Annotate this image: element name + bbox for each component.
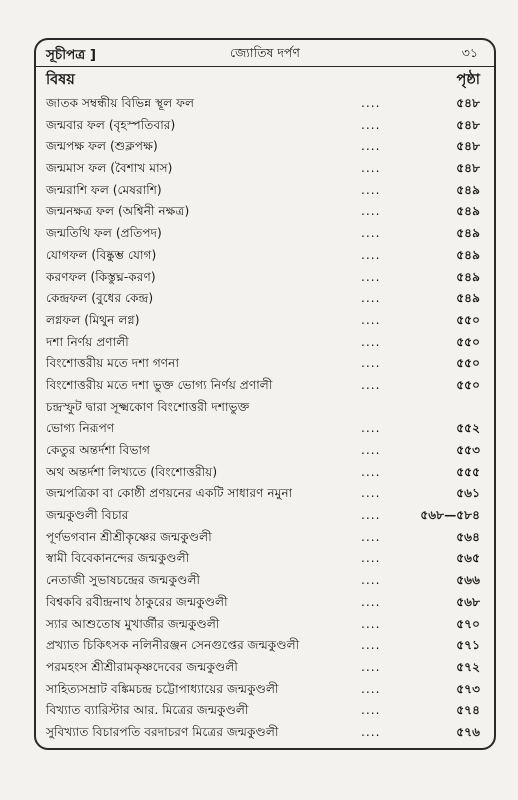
- leader-dots: ....: [361, 703, 381, 718]
- leader-dots: ....: [361, 551, 381, 566]
- entry-title: কেন্দ্রফল (বুধের কেন্দ্র): [46, 291, 154, 306]
- entry-title: বিশ্বকবি রবীন্দ্রনাথ ঠাকুরের জন্মকুণ্ডলী: [46, 594, 228, 609]
- leader-dots: ....: [361, 161, 381, 176]
- entry-title: পরমহংস শ্রীশ্রীরামকৃষ্ণদেবের জন্মকুণ্ডলী: [46, 659, 238, 674]
- leader-dots: ....: [361, 96, 381, 110]
- entry-page-number: ৫৫২: [456, 421, 480, 436]
- entry-title: জন্মপক্ষ ফল (শুক্লপক্ষ): [46, 139, 158, 154]
- leader-dots: ....: [361, 616, 381, 631]
- toc-entry: [36, 592, 494, 614]
- leader-dots: ....: [361, 486, 381, 501]
- entry-title: জন্মতিথি ফল (প্রতিপদ): [46, 226, 162, 241]
- toc-entry: [36, 679, 494, 701]
- leader-dots: ....: [361, 247, 381, 262]
- toc-entry: [36, 483, 494, 505]
- entry-page-number: ৫৬৮: [456, 594, 480, 609]
- entry-page-number: ৫৬৫: [456, 551, 480, 566]
- leader-dots: ....: [361, 139, 381, 154]
- toc-entry: [36, 397, 494, 419]
- leader-dots: ....: [361, 312, 381, 327]
- entry-title: জন্মকুণ্ডলী বিচার: [46, 508, 129, 523]
- entry-title: বিখ্যাত ব্যারিস্টার আর. মিত্রের জন্মকুণ্ডলী: [46, 703, 249, 718]
- leader-dots: ....: [361, 356, 381, 371]
- leader-dots: ....: [361, 681, 381, 696]
- toc-entry: [36, 201, 494, 223]
- entry-title: স্বামী বিবেকানন্দের জন্মকুণ্ডলী: [46, 551, 190, 566]
- leader-dots: ....: [361, 464, 381, 479]
- leader-dots: ....: [361, 291, 381, 306]
- entry-title: স্যার আশুতোষ মুখার্জীর জন্মকুণ্ডলী: [46, 616, 220, 631]
- toc-entry: [36, 505, 494, 527]
- entry-page-number: ৫৫০: [456, 334, 480, 349]
- toc-entry: [36, 375, 494, 397]
- leader-dots: ....: [361, 659, 381, 674]
- entry-page-number: ৫৭২: [456, 659, 480, 674]
- toc-entry: [36, 267, 494, 289]
- toc-list: [36, 93, 494, 744]
- section-label: সূচীপত্র ]: [46, 47, 97, 63]
- leader-dots: ....: [361, 269, 381, 284]
- leader-dots: ....: [361, 594, 381, 609]
- entry-page-number: ৫৫০: [456, 312, 480, 327]
- entry-page-number: ৫৫৫: [456, 464, 480, 479]
- entry-title: বিংশোত্তরীয় মতে দশা গণনা: [46, 356, 179, 371]
- toc-entry: [36, 136, 494, 158]
- entry-title: জন্মনক্ষত্র ফল (অশ্বিনী নক্ষত্র): [46, 204, 190, 219]
- entry-page-number: ৫৪৯: [456, 247, 480, 262]
- entry-page-number: ৫৪৯: [456, 226, 480, 241]
- toc-entry: [36, 614, 494, 636]
- entry-page-number: ৫৪৯: [456, 291, 480, 306]
- leader-dots: ....: [361, 529, 381, 544]
- toc-entry: [36, 332, 494, 354]
- entry-page-number: ৫৪৮: [456, 117, 480, 132]
- entry-page-number: ৫৪৮: [456, 139, 480, 154]
- entry-page-number: ৫৪৯: [456, 182, 480, 197]
- entry-page-number: ৫৫০: [456, 356, 480, 371]
- toc-entry: [36, 288, 494, 310]
- entry-page-number: ৫৪৯: [456, 269, 480, 284]
- entry-title: জন্মবার ফল (বৃহস্পতিবার): [46, 117, 176, 132]
- entry-title: নেতাজী সুভাষচন্দ্রের জন্মকুণ্ডলী: [46, 573, 201, 588]
- entry-title: সুবিখ্যাত বিচারপতি বরদাচরণ মিত্রের জন্মকুণ্ডলী: [46, 724, 279, 739]
- toc-entry: [36, 310, 494, 332]
- toc-entry: [36, 115, 494, 137]
- entry-title: জন্মমাস ফল (বৈশাখ মাস): [46, 161, 173, 176]
- entry-title: লগ্নফল (মিথুন লগ্ন): [46, 312, 140, 327]
- leader-dots: ....: [361, 421, 381, 436]
- entry-page-number: ৫৪৮: [456, 96, 480, 110]
- running-header: [36, 40, 494, 67]
- entry-title: চন্দ্রস্ফুট দ্বারা সূক্ষ্মকোণ বিংশোত্তরী দশাভুক্ত: [46, 399, 250, 414]
- entry-title: যোগফল (বিষ্কুম্ভ যোগ): [46, 247, 157, 262]
- page-heading: পৃষ্ঠা: [456, 72, 480, 88]
- subject-heading: বিষয়: [46, 72, 75, 88]
- entry-page-number: ৫৭০: [456, 616, 480, 631]
- leader-dots: ....: [361, 182, 381, 197]
- entry-title: বিংশোত্তরীয় মতে দশা ভুক্ত ভোগ্য নির্ণয় প্রণালী: [46, 377, 273, 392]
- entry-title: ভোগ্য নিরূপণ: [46, 421, 115, 436]
- toc-entry: [36, 570, 494, 592]
- entry-page-number: ৫৭৪: [456, 703, 480, 718]
- page-number: ৩১: [461, 45, 478, 60]
- entry-page-number: ৫৪৯: [456, 204, 480, 219]
- toc-entry: [36, 548, 494, 570]
- toc-entry: [36, 700, 494, 722]
- leader-dots: ....: [361, 443, 381, 457]
- entry-page-number: ৫৭৩: [456, 681, 480, 696]
- toc-entry: [36, 245, 494, 267]
- toc-entry: [36, 635, 494, 657]
- toc-entry: [36, 418, 494, 440]
- leader-dots: ....: [361, 638, 381, 653]
- book-title: জ্যোতিষ দর্পণ: [230, 45, 300, 60]
- entry-title: প্রখ্যাত চিকিৎসক নলিনীরঞ্জন সেনগুপ্তের জন্মকুণ্ডলী: [46, 638, 300, 653]
- entry-page-number: ৫৬৪: [456, 529, 480, 544]
- entry-page-number: ৫৫০: [456, 377, 480, 392]
- entry-page-number: ৫৬১: [456, 486, 480, 501]
- entry-page-number: ৫৪৮: [456, 161, 480, 176]
- toc-entry: [36, 527, 494, 549]
- toc-entry: [36, 180, 494, 202]
- leader-dots: ....: [361, 573, 381, 588]
- leader-dots: ....: [361, 334, 381, 349]
- entry-title: জন্মরাশি ফল (মেষরাশি): [46, 182, 162, 197]
- entry-page-number: ৫৬৬: [456, 573, 480, 588]
- entry-title: করণফল (কিস্তুঘ্ন-করণ): [46, 269, 156, 284]
- entry-page-number: ৫৭১: [456, 638, 480, 653]
- contents-frame: [34, 38, 496, 750]
- leader-dots: ....: [361, 508, 381, 523]
- entry-page-number: ৫৫৩: [456, 443, 480, 457]
- toc-entry: [36, 722, 494, 744]
- leader-dots: ....: [361, 204, 381, 219]
- leader-dots: ....: [361, 226, 381, 241]
- entry-title: সাহিত্যসম্রাট বঙ্কিমচন্দ্র চট্টোপাধ্যায়ের জন্মকুণ্ডলী: [46, 681, 279, 696]
- column-headings: [36, 68, 494, 90]
- toc-entry: [36, 440, 494, 462]
- entry-page-number: ৫৬৮—৫৮৪: [420, 508, 480, 523]
- toc-entry: [36, 657, 494, 679]
- leader-dots: ....: [361, 117, 381, 132]
- toc-entry: [36, 462, 494, 484]
- entry-title: পূর্ণভগবান শ্রীশ্রীকৃষ্ণের জন্মকুণ্ডলী: [46, 529, 212, 544]
- entry-page-number: ৫৭৬: [456, 724, 480, 739]
- toc-entry: [36, 93, 494, 115]
- leader-dots: ....: [361, 724, 381, 739]
- entry-title: কেতুর অন্তর্দশা বিভাগ: [46, 443, 151, 457]
- entry-title: অথ অন্তর্দশা লিখ্যতে (বিংশোত্তরীয়): [46, 464, 218, 479]
- toc-entry: [36, 223, 494, 245]
- entry-title: জন্মপত্রিকা বা কোষ্ঠী প্রণয়নের একটি সাধারণ নমুনা: [46, 486, 293, 501]
- entry-title: দশা নির্ণয় প্রণালী: [46, 334, 129, 349]
- entry-title: জাতক সম্বন্ধীয় বিভিন্ন স্থূল ফল: [46, 96, 195, 110]
- toc-entry: [36, 353, 494, 375]
- toc-entry: [36, 158, 494, 180]
- leader-dots: ....: [361, 377, 381, 392]
